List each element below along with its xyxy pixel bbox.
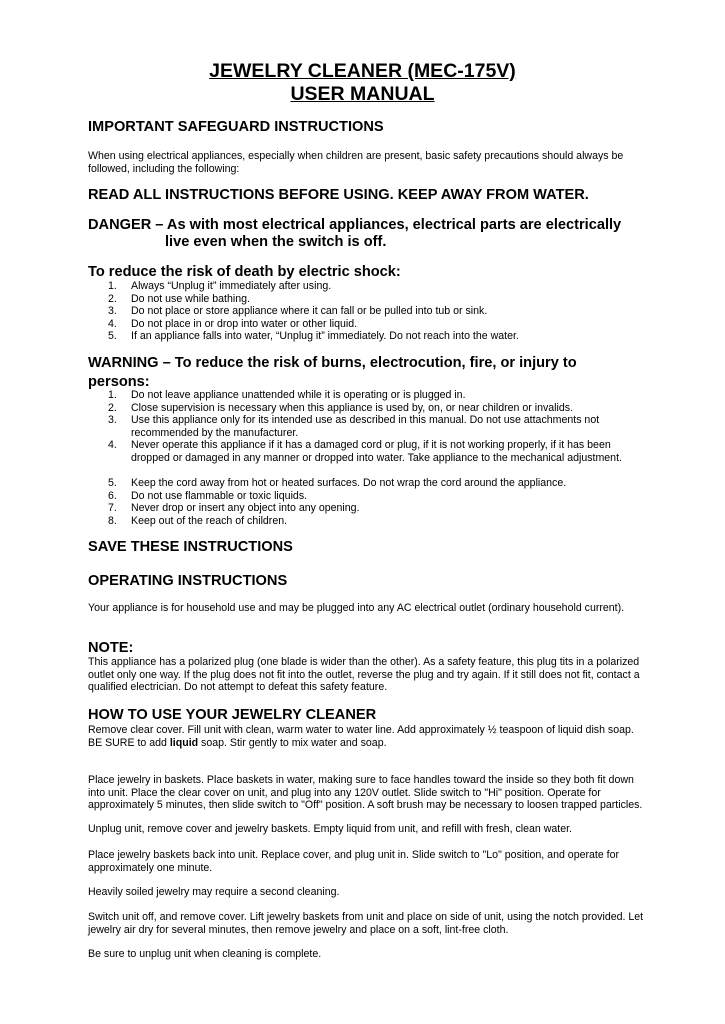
list-number: 7. bbox=[108, 502, 117, 515]
danger-heading-line2: live even when the switch is off. bbox=[165, 234, 387, 250]
document-subtitle: USER MANUAL bbox=[290, 83, 435, 105]
howto-paragraph-7: Be sure to unplug unit when cleaning is complete. bbox=[88, 948, 322, 960]
list-number: 2. bbox=[108, 292, 117, 305]
list-text: Do not use while bathing. bbox=[131, 292, 250, 305]
list-text: Always “Unplug it” immediately after using. bbox=[131, 280, 332, 292]
list-number: 4. bbox=[108, 439, 117, 452]
howto-heading: HOW TO USE YOUR JEWELRY CLEANER bbox=[88, 707, 377, 723]
note-text: This appliance has a polarized plug (one blade is wider than the other). As a safety feature, this plug tits in a polarized outlet only one way. If the plug does not fit into the outlet, reverse the plug and try again. If it still does not fit, contact a qualified electrician. Do not attempt to defeat this safety feature. bbox=[88, 656, 640, 694]
howto-paragraph-6: Switch unit off, and remove cover. Lift jewelry baskets from unit and place on side of unit, using the notch provided. Let jewelry air dry for several minutes, then remove jewelry and place on a soft, lint-free cloth. bbox=[88, 911, 644, 936]
safeguard-heading: IMPORTANT SAFEGUARD INSTRUCTIONS bbox=[88, 119, 384, 135]
shock-heading: To reduce the risk of death by electric shock: bbox=[88, 264, 401, 280]
list-text: Do not leave appliance unattended while it is operating or is plugged in. bbox=[131, 389, 466, 401]
danger-heading-line1: DANGER – As with most electrical appliances, electrical parts are electrically bbox=[88, 217, 622, 233]
document-title: JEWELRY CLEANER (MEC-175V) bbox=[209, 60, 516, 82]
list-text: Never drop or insert any object into any opening. bbox=[131, 502, 360, 515]
howto-p1-text: Remove clear cover. Fill unit with clean, warm water to water line. Add approximately ½ teaspoon of liquid dish soap. BE SURE to add bbox=[88, 724, 634, 749]
howto-paragraph-2: Place jewelry in baskets. Place baskets in water, making sure to face handles toward the inside so they both fit down into unit. Place the clear cover on unit, and plug into any 120V outlet. Slide switch to "Hi" position. Operate for approximately 5 minutes, then slide switch to "Off" position. A soft brush may be necessary to loosen trapped particles. bbox=[88, 774, 643, 812]
list-number: 5. bbox=[108, 330, 117, 343]
list-text: Use this appliance only for its intended use as described in this manual. Do not use attachments not recommended by the manufacturer. bbox=[131, 414, 600, 439]
list-number: 1. bbox=[108, 280, 117, 292]
list-text: Never operate this appliance if it has a damaged cord or plug, if it is not working properly, if it has been dropped or damaged in any manner or dropped into water. Take appliance to the mechanical adjustment. bbox=[131, 439, 622, 464]
list-text: Do not place in or drop into water or other liquid. bbox=[131, 317, 358, 330]
howto-paragraph-5: Heavily soiled jewelry may require a second cleaning. bbox=[88, 886, 340, 898]
operating-text: Your appliance is for household use and may be plugged into any AC electrical outlet (ordinary household current). bbox=[88, 602, 625, 614]
list-number: 8. bbox=[108, 515, 117, 527]
list-number: 2. bbox=[108, 401, 117, 414]
list-text: Keep the cord away from hot or heated surfaces. Do not wrap the cord around the appliance. bbox=[131, 477, 567, 490]
howto-paragraph-4: Place jewelry baskets back into unit. Replace cover, and plug unit in. Slide switch to "Lo" position, and operate for approximately one minute. bbox=[88, 849, 620, 874]
list-text: Keep out of the reach of children. bbox=[131, 515, 288, 527]
safeguard-intro: When using electrical appliances, especially when children are present, basic safety precautions should always be followed, including the following: bbox=[88, 150, 624, 175]
operating-heading: OPERATING INSTRUCTIONS bbox=[88, 573, 288, 589]
howto-paragraph-3: Unplug unit, remove cover and jewelry baskets. Empty liquid from unit, and refill with fresh, clean water. bbox=[88, 823, 573, 835]
warning-heading-line1: WARNING – To reduce the risk of burns, electrocution, fire, or injury to bbox=[88, 355, 577, 371]
list-number: 6. bbox=[108, 489, 117, 502]
howto-p1-text-end: soap. Stir gently to mix water and soap. bbox=[198, 736, 387, 749]
read-all-heading: READ ALL INSTRUCTIONS BEFORE USING. KEEP AWAY FROM WATER. bbox=[88, 187, 589, 203]
list-text: Do not place or store appliance where it can fall or be pulled into tub or sink. bbox=[131, 305, 488, 318]
list-number: 1. bbox=[108, 389, 117, 401]
note-heading: NOTE: bbox=[88, 640, 134, 656]
save-heading: SAVE THESE INSTRUCTIONS bbox=[88, 539, 293, 555]
list-number: 5. bbox=[108, 477, 117, 490]
list-number: 3. bbox=[108, 305, 117, 318]
list-text: Do not use flammable or toxic liquids. bbox=[131, 489, 308, 502]
howto-p1-bold: liquid bbox=[169, 736, 199, 749]
warning-heading-line2: persons: bbox=[88, 374, 150, 390]
howto-paragraph-1 bbox=[88, 724, 648, 749]
list-number: 3. bbox=[108, 414, 117, 427]
list-number: 4. bbox=[108, 317, 117, 330]
list-text: If an appliance falls into water, “Unplug it” immediately. Do not reach into the water. bbox=[131, 330, 519, 343]
list-text: Close supervision is necessary when this appliance is used by, on, or near children or invalids. bbox=[131, 401, 574, 414]
